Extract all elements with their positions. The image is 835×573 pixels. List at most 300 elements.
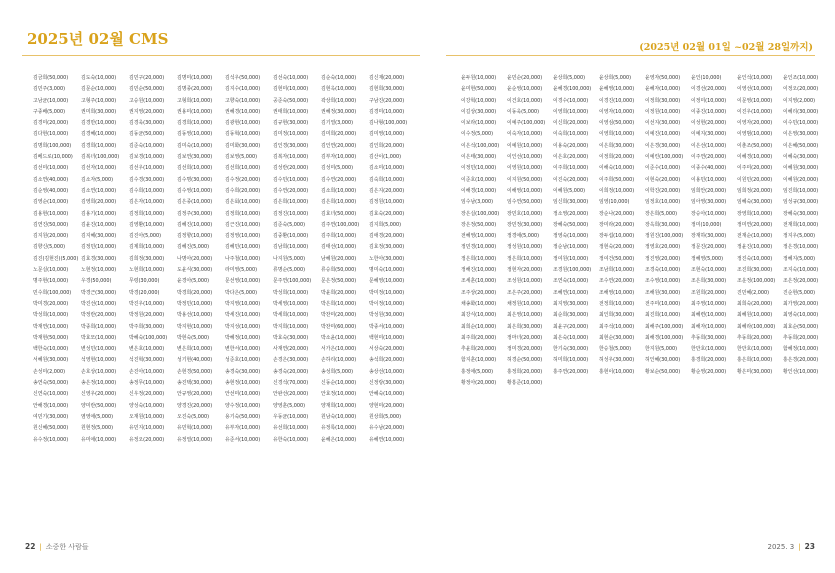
donor-entry: 유부자(10,000) <box>225 425 261 432</box>
donor-entry: 도윤식(30,000) <box>177 267 213 274</box>
donor-entry: 김선자(10,000) <box>81 165 117 172</box>
donor-entry: 진순현(5,000) <box>783 289 815 296</box>
donor-entry: 용기숙(50,000) <box>225 413 261 420</box>
donor-entry: 김베드로(10,000) <box>33 154 73 161</box>
donor-entry: 조세훈(10,000) <box>461 278 497 285</box>
donor-entry: 박정원(20,000) <box>129 312 165 319</box>
donor-entry: 이종수(40,000) <box>691 165 727 172</box>
donor-entry: 김명미(10,000) <box>177 75 213 81</box>
donor-entry: 이주희(50,000) <box>599 176 635 183</box>
donor-entry: 이영심(50,000) <box>599 120 635 127</box>
donor-entry: 김영순(10,000) <box>33 199 69 206</box>
issue-date: 2025. 3 <box>767 543 795 551</box>
donor-entry: 김경욱(30,000) <box>129 120 165 127</box>
donor-entry: 박지영(10,000) <box>225 300 261 307</box>
donor-entry: 추동희(30,000) <box>691 334 727 341</box>
donor-entry: 유정록(10,000) <box>321 425 357 432</box>
donor-entry: 정윤진(10,000) <box>737 244 773 251</box>
donor-entry: 박찬미(60,000) <box>321 323 357 330</box>
donor-entry: 박이정(10,000) <box>369 300 405 307</box>
donor-entry: 백한숙(10,000) <box>33 346 69 353</box>
donor-entry: 변성민(10,000) <box>81 346 117 353</box>
donor-entry: 손하리(10,000) <box>321 357 357 364</box>
donor-entry: 최진희(10,000) <box>645 312 681 319</box>
donor-entry: 조성원(10,000) <box>507 278 543 285</box>
donor-entry: 이강혁(10,000) <box>461 97 497 104</box>
donor-entry: 박주희(30,000) <box>129 323 165 330</box>
donor-entry: 송성희(5,000) <box>321 368 353 375</box>
donor-entry: 박효숙(30,000) <box>273 334 309 341</box>
donor-entry: 고형희(10,000) <box>177 97 213 104</box>
donor-entry: 유민혁(10,000) <box>177 425 213 432</box>
donor-entry: 김보경(10,000) <box>129 154 165 161</box>
donor-entry: 박성희(10,000) <box>33 312 69 319</box>
donor-entry: 정혜영(5,000) <box>691 255 723 262</box>
donor-entry: 노문실(10,000) <box>33 267 69 274</box>
donor-entry: 이은희(30,000) <box>599 142 635 149</box>
donor-entry: 이혜리(30,000) <box>783 108 819 115</box>
donor-entry: 장은실(100,000) <box>461 210 500 217</box>
donor-entry: 진민혜(2,000) <box>737 289 769 296</box>
donor-entry: 이영희(10,000) <box>599 131 635 138</box>
donor-entry: 이정민(10,000) <box>461 165 497 172</box>
donor-entry: 이예진(10,000) <box>645 131 681 138</box>
donor-entry: 서상숙(20,000) <box>369 346 405 353</box>
donor-entry: 송진택(30,000) <box>177 380 213 387</box>
donor-entry: 정경애(5,000) <box>507 233 539 240</box>
donor-entry: 김중환(10,000) <box>273 233 309 240</box>
donor-entry: 김숙희(10,000) <box>369 176 405 183</box>
donor-entry: 이해영(10,000) <box>507 187 543 194</box>
donor-entry: 이현숙(20,000) <box>645 176 681 183</box>
donor-entry: 이예지(30,000) <box>691 131 727 138</box>
donor-entry: 김정주(30,000) <box>177 210 213 217</box>
donor-entry: 최지영(30,000) <box>553 300 589 307</box>
left-divider <box>22 55 420 56</box>
donor-entry: 김선희(10,000) <box>225 165 261 172</box>
donor-entry: 김도숙(10,000) <box>81 75 117 81</box>
donor-entry: 정현숙(20,000) <box>599 244 635 251</box>
donor-entry: 김윤진(10,000) <box>81 221 117 228</box>
donor-entry: 박윤희(20,000) <box>321 289 357 296</box>
donor-entry: 류명순(5,000) <box>273 267 305 274</box>
donor-entry: 김희정(30,000) <box>129 255 165 262</box>
donor-entry: 정소영(20,000) <box>553 210 589 217</box>
donor-entry: 김순숙(10,000) <box>321 75 357 81</box>
donor-entry: 장혜숙(50,000) <box>553 221 589 228</box>
donor-entry: 최인희(30,000) <box>599 312 635 319</box>
donor-entry: 이해숙(10,000) <box>599 165 635 172</box>
donor-entry: 권용미(10,000) <box>177 108 213 115</box>
donor-entry: 이예원(10,000) <box>507 142 543 149</box>
donor-entry: 김은희(10,000) <box>273 199 309 206</box>
donor-entry: 임신희(30,000) <box>553 199 589 206</box>
donor-entry: 김주연(100,000) <box>321 221 360 228</box>
donor-entry: 최효순(50,000) <box>783 323 819 330</box>
donor-entry: 김정민(10,000) <box>81 244 117 251</box>
donor-entry: 우동균(10,000) <box>273 413 309 420</box>
donor-entry: 홍현이(10,000) <box>599 368 635 375</box>
donor-entry: 여민기(30,000) <box>33 413 69 420</box>
donor-entry: 김근진(10,000) <box>225 221 261 228</box>
donor-entry: 양수정(10,000) <box>225 402 261 409</box>
donor-entry: 김진(김현진)(5,000) <box>33 255 79 262</box>
donor-entry: 최혜련(10,000) <box>691 312 727 319</box>
donor-entry: 전재희(10,000) <box>783 221 819 228</box>
donor-entry: 윤혜영(10,000) <box>599 86 635 93</box>
donor-entry: 전정희(10,000) <box>599 300 635 307</box>
donor-entry: 김미화(30,000) <box>225 142 261 149</box>
donor-entry: 김부자(10,000) <box>321 154 357 161</box>
donor-entry: 신경석(70,000) <box>273 380 309 387</box>
donor-entry: 정진숙(10,000) <box>737 255 773 262</box>
donor-entry: 서가은(10,000) <box>321 346 357 353</box>
donor-entry: 문혜영(10,000) <box>369 278 405 285</box>
donor-entry: 김성란(20,000) <box>273 165 309 172</box>
donor-entry: 이지영(2,000) <box>783 97 815 104</box>
donor-entry: 채송화(10,000) <box>461 300 497 307</box>
donor-entry: 이문영(10,000) <box>737 97 773 104</box>
donor-entry: 이은태(30,000) <box>461 154 497 161</box>
donor-entry: 최해주(100,000) <box>645 323 684 330</box>
donor-entry: 최해자(10,000) <box>691 323 727 330</box>
donor-entry: 이길상(30,000) <box>461 108 497 115</box>
donor-entry: 김진아(5,000) <box>129 233 161 240</box>
donor-entry: 원남숙(10,000) <box>321 413 357 420</box>
donor-entry: 이예린(100,000) <box>645 154 684 161</box>
donor-entry: 김효숙(20,000) <box>369 210 405 217</box>
donor-entry: 이영원(10,000) <box>507 165 543 172</box>
page-number-left: 22 <box>25 542 36 551</box>
donor-entry: 황은미(30,000) <box>737 368 773 375</box>
donor-entry: 김현희(30,000) <box>369 86 405 93</box>
donor-entry: 장옥희(30,000) <box>645 221 681 228</box>
right-donor-list <box>461 73 829 389</box>
donor-entry: 윤상희(5,000) <box>599 75 631 81</box>
donor-entry: 김현옥(10,000) <box>321 86 357 93</box>
donor-entry: 박경(20,000) <box>129 289 160 296</box>
donor-entry: 윤경아(5,000) <box>177 278 209 285</box>
donor-entry: 이혜경(10,000) <box>737 154 773 161</box>
donor-entry: 오재원(10,000) <box>129 413 165 420</box>
donor-entry: 손성미(2,000) <box>33 368 65 375</box>
donor-entry <box>737 378 783 389</box>
donor-entry: 한기숙(30,000) <box>553 346 589 353</box>
donor-entry: 유정열(10,000) <box>177 436 213 443</box>
donor-entry: 박지희(10,000) <box>273 323 309 330</box>
donor-entry: 송정무(10,000) <box>129 380 165 387</box>
donor-entry: 장두섭(10,000) <box>599 233 635 240</box>
donor-entry: 허성우(30,000) <box>599 357 635 364</box>
donor-entry: 안규영(20,000) <box>177 391 213 398</box>
donor-entry: 홍주연(20,000) <box>553 368 589 375</box>
donor-entry: 김복녀(100,000) <box>81 154 120 161</box>
donor-entry: 김정진(10,000) <box>273 210 309 217</box>
donor-entry: 김민구(20,000) <box>129 75 165 81</box>
donor-entry: 박종서(10,000) <box>369 323 405 330</box>
donor-entry: 함혜정(10,000) <box>783 346 819 353</box>
donor-entry: 박세희(10,000) <box>273 312 309 319</box>
donor-entry: 김문순(10,000) <box>81 86 117 93</box>
donor-entry: 조혜연(10,000) <box>553 289 589 296</box>
donor-entry: 김보영(5,000) <box>225 154 257 161</box>
donor-entry: 이선지(30,000) <box>645 120 681 127</box>
donor-entry: 김소연(40,000) <box>33 176 69 183</box>
donor-entry: 이동욱(5,000) <box>507 108 539 115</box>
donor-entry: 박경희(20,000) <box>177 289 213 296</box>
donor-entry: 김애경(20,000) <box>369 233 405 240</box>
donor-entry: 윤민순(20,000) <box>507 75 543 81</box>
donor-entry: 김기열(3,000) <box>321 120 353 127</box>
donor-entry: 변은호(10,000) <box>129 346 165 353</box>
donor-entry: 조은주(20,000) <box>507 289 543 296</box>
left-donor-list <box>33 73 417 446</box>
donor-entry: 양성숙(10,000) <box>129 402 165 409</box>
donor-entry: 고형주(10,000) <box>81 97 117 104</box>
donor-entry: 박재현(50,000) <box>33 334 69 341</box>
donor-entry: 윤순영(10,000) <box>507 86 543 93</box>
donor-entry: 이영선(10,000) <box>737 86 773 93</box>
donor-entry: 김민순(50,000) <box>129 86 165 93</box>
donor-entry: 남혜원(20,000) <box>321 255 357 262</box>
donor-entry: 이지원(50,000) <box>507 176 543 183</box>
donor-entry: 송경숙(30,000) <box>225 368 261 375</box>
donor-entry: 이인선(10,000) <box>507 154 543 161</box>
donor-entry: 최은숙(10,000) <box>553 334 589 341</box>
donor-entry: 이정희(20,000) <box>599 154 635 161</box>
donor-entry: 김선숙(10,000) <box>273 75 309 81</box>
donor-entry: 최윤구(20,000) <box>553 323 589 330</box>
donor-entry: 김소연(10,000) <box>81 187 117 194</box>
donor-entry: 정순남(10,000) <box>553 244 589 251</box>
donor-entry: 김선희(10,000) <box>177 165 213 172</box>
donor-entry: 공준숙(50,000) <box>273 97 309 104</box>
donor-entry: 양영훈(5,000) <box>273 402 305 409</box>
donor-entry: 박진선(10,000) <box>81 300 117 307</box>
donor-entry: 한만호(10,000) <box>691 346 727 353</box>
donor-entry: 이건호(10,000) <box>507 97 543 104</box>
cms-title: 2025년 02월 CMS <box>27 30 169 48</box>
donor-entry: 권미희(30,000) <box>81 108 117 115</box>
donor-entry: 임수남(3,000) <box>461 199 493 206</box>
donor-entry: 임수연(50,000) <box>507 199 543 206</box>
donor-entry: 박성원(30,000) <box>369 312 405 319</box>
donor-entry: 추동희(20,000) <box>737 334 773 341</box>
donor-entry: 최가영(20,000) <box>783 300 819 307</box>
donor-entry: 송상선(10,000) <box>369 368 405 375</box>
donor-entry: 김수연(20,000) <box>321 176 357 183</box>
donor-entry: 고남균(10,000) <box>33 97 69 104</box>
donor-entry: 전주미(10,000) <box>645 300 681 307</box>
donor-entry: 변은희(10,000) <box>177 346 213 353</box>
donor-entry: 정성원(10,000) <box>507 244 543 251</box>
donor-entry: 신연숙(10,000) <box>33 391 69 398</box>
donor-entry: 권태희(10,000) <box>273 108 309 115</box>
donor-entry: 노한아(30,000) <box>369 255 405 262</box>
donor-entry: 김준숙(5,000) <box>273 221 305 228</box>
donor-entry: 이진우(10,000) <box>737 108 773 115</box>
donor-entry: 윤혜경(100,000) <box>553 86 592 93</box>
donor-entry: 정영숙(10,000) <box>553 233 589 240</box>
donor-entry: 김수희(20,000) <box>225 187 261 194</box>
donor-entry: 유수정(10,000) <box>33 436 69 443</box>
donor-entry: 김선미(10,000) <box>33 165 69 172</box>
donor-entry: 송연숙(50,000) <box>33 380 69 387</box>
donor-entry: 김보연(30,000) <box>177 154 213 161</box>
donor-entry: 석진혁(30,000) <box>129 357 165 364</box>
donor-entry: 박소윤(10,000) <box>321 334 357 341</box>
donor-entry: 양미란(50,000) <box>81 402 117 409</box>
donor-entry: 최주영(10,000) <box>691 300 727 307</box>
donor-entry: 박혜숙(100,000) <box>129 334 168 341</box>
donor-entry: 김효녀(50,000) <box>321 210 357 217</box>
footer-separator: | <box>798 543 801 551</box>
donor-entry: 윤미현(50,000) <box>461 86 497 93</box>
donor-entry: 박찬미(20,000) <box>321 312 357 319</box>
donor-entry: 유혜연(10,000) <box>369 436 405 443</box>
donor-entry <box>783 378 829 389</box>
donor-entry: 이영자(10,000) <box>599 108 635 115</box>
donor-entry: 이영자(20,000) <box>737 120 773 127</box>
donor-entry: 박미정(10,000) <box>369 289 405 296</box>
donor-entry: 송현정(10,000) <box>225 380 261 387</box>
donor-entry: 김인연(20,000) <box>321 142 357 149</box>
donor-entry: 장은정(50,000) <box>461 221 497 228</box>
donor-entry: 이은호(20,000) <box>553 154 589 161</box>
donor-entry: 박미경(20,000) <box>33 300 69 307</box>
donor-entry: 김정향(10,000) <box>177 233 213 240</box>
donor-entry: 김은지(20,000) <box>369 187 405 194</box>
donor-entry: 김정영(10,000) <box>225 233 261 240</box>
donor-entry: 김지원(20,000) <box>33 233 69 240</box>
donor-entry: 김민주(3,000) <box>33 86 65 93</box>
donor-entry: 김용기(10,000) <box>81 210 117 217</box>
footer-left <box>25 542 89 552</box>
donor-entry: 이영희(10,000) <box>553 108 589 115</box>
donor-entry: 이영범(10,000) <box>737 131 773 138</box>
donor-entry: 최주석(10,000) <box>599 323 635 330</box>
donor-entry: 윤두원(10,000) <box>461 75 497 81</box>
donor-entry: 조지숙(10,000) <box>783 267 819 274</box>
donor-entry: 김산이(1,000) <box>369 154 401 161</box>
donor-entry: 무령(30,000) <box>129 278 160 285</box>
cms-period: (2025년 02월 01일 ~02월 28일까지) <box>639 42 813 53</box>
donor-entry: 김경미(10,000) <box>369 108 405 115</box>
donor-entry: 손현경(50,000) <box>177 368 213 375</box>
donor-entry: 김미숙(10,000) <box>177 142 213 149</box>
donor-entry: 이혜원(20,000) <box>783 176 819 183</box>
donor-entry: 김남희(10,000) <box>273 244 309 251</box>
donor-entry: 정지우(5,000) <box>783 233 815 240</box>
donor-entry: 박혜정(10,000) <box>225 334 261 341</box>
donor-entry <box>645 378 691 389</box>
donor-entry: 원신혜(50,000) <box>33 425 69 432</box>
donor-entry: 조수영(10,000) <box>645 278 681 285</box>
donor-entry: 김정희(10,000) <box>129 210 165 217</box>
donor-entry: 박경근(30,000) <box>81 289 117 296</box>
donor-entry: 홍정애(5,000) <box>461 368 493 375</box>
donor-entry: 정여원(10,000) <box>553 255 589 262</box>
donor-entry: 이은석(100,000) <box>461 142 500 149</box>
donor-entry: 성준호(10,000) <box>225 357 261 364</box>
donor-entry: 이숙자(10,000) <box>507 131 543 138</box>
donor-entry: 이경선(20,000) <box>691 86 727 93</box>
donor-entry: 황정아(20,000) <box>461 380 497 387</box>
donor-entry: 김효정(30,000) <box>369 244 405 251</box>
donor-entry: 윤인(10,000) <box>691 75 722 81</box>
donor-entry: 박효모(10,000) <box>81 334 117 341</box>
page-number-right: 23 <box>804 542 815 551</box>
donor-entry: 임희안(20,000) <box>691 187 727 194</box>
donor-entry: 김혜진(5,000) <box>177 244 209 251</box>
donor-entry: 정미경(20,000) <box>507 346 543 353</box>
donor-entry <box>599 378 645 389</box>
donor-entry: 조은정(20,000) <box>783 278 819 285</box>
donor-entry: 윤영자(50,000) <box>645 75 681 81</box>
donor-entry: 신정랑(30,000) <box>369 380 405 387</box>
donor-entry: 임성규(30,000) <box>783 199 819 206</box>
donor-entry: 최영숙(10,000) <box>783 312 819 319</box>
donor-entry: 곽상희(10,000) <box>321 97 357 104</box>
donor-entry: 고승원(10,000) <box>129 97 165 104</box>
donor-entry: 허인혜(30,000) <box>645 357 681 364</box>
donor-entry: 권혜정(30,000) <box>321 108 357 115</box>
donor-entry: 장영희(10,000) <box>737 210 773 217</box>
donor-entry: 박종희(10,000) <box>81 323 117 330</box>
donor-entry: 김용현(10,000) <box>33 210 69 217</box>
donor-entry <box>553 378 599 389</box>
donor-entry: 윤인조(10,000) <box>783 75 819 81</box>
donor-entry: 최희숙(20,000) <box>737 300 773 307</box>
donor-entry: 이숙희(10,000) <box>553 131 589 138</box>
donor-entry: 조주상(20,000) <box>461 289 497 296</box>
donor-entry: 김은회(10,000) <box>225 199 261 206</box>
donor-entry: 이은영(30,000) <box>783 131 819 138</box>
donor-entry: 이춘조(50,000) <box>737 142 773 149</box>
donor-entry: 김수경(30,000) <box>129 176 165 183</box>
donor-entry: 이은혜(50,000) <box>783 142 819 149</box>
donor-entry: 유정오(20,000) <box>129 436 165 443</box>
donor-entry: 김지수(10,000) <box>225 86 261 93</box>
donor-entry: 한승철(5,000) <box>599 346 631 353</box>
donor-entry: 허미희(10,000) <box>553 357 589 364</box>
donor-entry: 김소자(5,000) <box>81 176 113 183</box>
donor-entry: 신동순(10,000) <box>321 380 357 387</box>
donor-entry: 김현미(10,000) <box>273 86 309 93</box>
donor-entry: 김연진(50,000) <box>33 221 69 228</box>
donor-entry: 장은희(5,000) <box>645 210 677 217</box>
donor-entry: 민수희(100,000) <box>33 289 72 296</box>
donor-entry: 조경원(100,000) <box>553 267 592 274</box>
donor-entry: 이경수(10,000) <box>553 97 589 104</box>
donor-entry: 이수정(5,000) <box>461 131 493 138</box>
donor-entry: 정해진(10,000) <box>461 267 497 274</box>
donor-entry: 박지현(10,000) <box>177 323 213 330</box>
donor-entry: 염영애(5,000) <box>81 413 113 420</box>
donor-entry: 권혜경(10,000) <box>225 108 261 115</box>
donor-entry: 홍은경(20,000) <box>783 357 819 364</box>
donor-entry: 임영(10,000) <box>599 199 630 206</box>
donor-entry: 김순영(40,000) <box>33 187 69 194</box>
donor-entry: 양경진(20,000) <box>177 402 213 409</box>
donor-entry: 장혜숙(30,000) <box>783 210 819 217</box>
donor-entry: 이해경(10,000) <box>461 187 497 194</box>
donor-entry: 노현정(10,000) <box>81 267 117 274</box>
donor-entry <box>691 378 737 389</box>
donor-entry: 장순나(20,000) <box>599 210 635 217</box>
donor-entry: 조경숙(10,000) <box>645 267 681 274</box>
donor-entry: 김선우(10,000) <box>129 165 165 172</box>
